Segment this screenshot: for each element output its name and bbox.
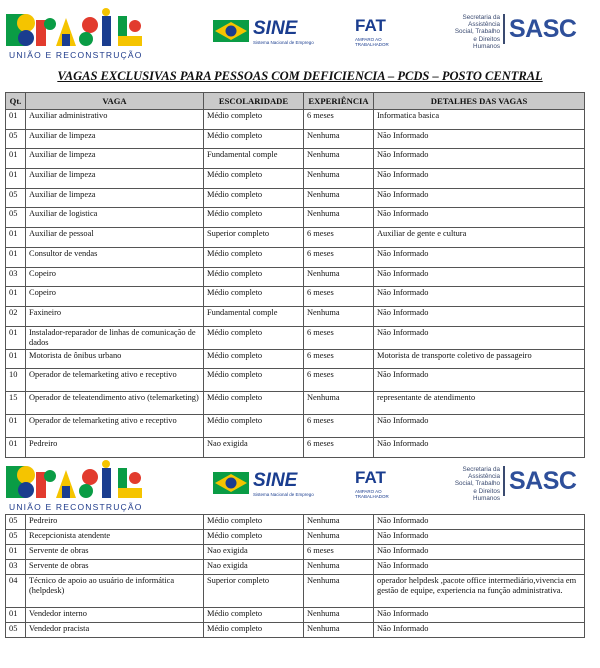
cell-vaga: Instalador-reparador de linhas de comunicação de dados (26, 326, 204, 349)
cell-vaga: Pedreiro (26, 515, 204, 530)
cell-esc: Médio completo (204, 392, 304, 415)
table-row (6, 575, 585, 608)
cell-exp: Nenhuma (304, 623, 374, 638)
cell-esc: Médio completo (204, 369, 304, 392)
cell-esc: Médio completo (204, 349, 304, 369)
column-header-vaga: VAGA (26, 93, 204, 110)
jobs-table-page1 (5, 92, 585, 458)
table-row (6, 608, 585, 623)
cell-esc: Fundamental comple (204, 149, 304, 169)
cell-det: Não Informado (374, 326, 585, 349)
cell-qt: 03 (6, 267, 26, 287)
cell-exp: 6 meses (304, 110, 374, 130)
cell-vaga: Operador de telemarketing ativo e receptivo (26, 369, 204, 392)
table-row (6, 267, 585, 287)
fat-name-2: FAT (355, 468, 386, 487)
cell-qt: 04 (6, 575, 26, 608)
table-row (6, 560, 585, 575)
cell-exp: 6 meses (304, 438, 374, 458)
cell-qt: 01 (6, 149, 26, 169)
cell-esc: Médio completo (204, 110, 304, 130)
table-row (6, 415, 585, 438)
brasil-subtitle: UNIÃO E RECONSTRUÇÃO (9, 50, 143, 60)
table-row (6, 326, 585, 349)
cell-det: Não Informado (374, 287, 585, 307)
cell-esc: Médio completo (204, 623, 304, 638)
cell-qt: 05 (6, 623, 26, 638)
cell-qt: 02 (6, 306, 26, 326)
cell-qt: 05 (6, 530, 26, 545)
cell-vaga: Copeiro (26, 287, 204, 307)
cell-det: Não Informado (374, 208, 585, 228)
cell-exp: 6 meses (304, 247, 374, 267)
table-row (6, 392, 585, 415)
cell-det: Não Informado (374, 545, 585, 560)
cell-qt: 01 (6, 326, 26, 349)
cell-exp: Nenhuma (304, 560, 374, 575)
cell-det: Motorista de transporte coletivo de passageiro (374, 349, 585, 369)
cell-det: Não Informado (374, 560, 585, 575)
cell-det: Não Informado (374, 530, 585, 545)
cell-vaga: Auxiliar de limpeza (26, 149, 204, 169)
cell-det: Não Informado (374, 415, 585, 438)
cell-exp: 6 meses (304, 326, 374, 349)
cell-vaga: Faxineiro (26, 306, 204, 326)
cell-qt: 05 (6, 208, 26, 228)
brazil-flag-icon (213, 20, 249, 42)
cell-det: Não Informado (374, 267, 585, 287)
column-header-qt: Qt. (6, 93, 26, 110)
cell-exp: Nenhuma (304, 575, 374, 608)
table-row (6, 545, 585, 560)
sasc-name: SASC (509, 15, 577, 43)
column-header-escolaridade: ESCOLARIDADE (204, 93, 304, 110)
table-row (6, 208, 585, 228)
cell-det: Não Informado (374, 149, 585, 169)
cell-esc: Médio completo (204, 515, 304, 530)
cell-det: Não Informado (374, 129, 585, 149)
cell-qt: 01 (6, 287, 26, 307)
page-header (0, 8, 600, 68)
table-header-row (6, 93, 585, 110)
cell-qt: 01 (6, 247, 26, 267)
sine-subtitle: Sistema Nacional de Emprego (253, 40, 314, 45)
brasil-logo (6, 8, 144, 48)
cell-esc: Nao exigida (204, 438, 304, 458)
cell-exp: Nenhuma (304, 530, 374, 545)
cell-exp: Nenhuma (304, 515, 374, 530)
cell-esc: Médio completo (204, 169, 304, 189)
cell-esc: Nao exigida (204, 545, 304, 560)
cell-vaga: Vendedor pracista (26, 623, 204, 638)
cell-det: Não Informado (374, 515, 585, 530)
cell-det: operador helpdesk ,pacote office intermediário,vivencia em gestão de equipe, experiencia na função administrativa. (374, 575, 585, 608)
table-body-page2 (6, 515, 585, 638)
table-row (6, 228, 585, 248)
cell-exp: 6 meses (304, 287, 374, 307)
cell-esc: Médio completo (204, 129, 304, 149)
table-row (6, 515, 585, 530)
table-body-page1 (6, 110, 585, 458)
fat-logo (355, 16, 405, 50)
fat-subtitle: AMPARO AO TRABALHADOR (355, 37, 389, 47)
cell-vaga: Auxiliar de logistica (26, 208, 204, 228)
sine-name: SINE (253, 18, 298, 39)
sine-logo-2 (213, 470, 333, 500)
cell-qt: 01 (6, 228, 26, 248)
cell-vaga: Servente de obras (26, 545, 204, 560)
cell-vaga: Recepcionista atendente (26, 530, 204, 545)
fat-logo-2 (355, 468, 405, 502)
cell-esc: Médio completo (204, 208, 304, 228)
cell-esc: Médio completo (204, 287, 304, 307)
brasil-logo-graphic-2 (6, 460, 144, 500)
cell-esc: Médio completo (204, 326, 304, 349)
sasc-logo (440, 14, 590, 54)
cell-exp: 6 meses (304, 415, 374, 438)
cell-qt: 10 (6, 369, 26, 392)
sasc-description-2: Secretaria da Assistência Social, Trabalho e Direitos Humanos (454, 466, 500, 502)
brasil-subtitle-2: UNIÃO E RECONSTRUÇÃO (9, 502, 143, 512)
cell-vaga: Técnico de apoio ao usuário de informática (helpdesk) (26, 575, 204, 608)
cell-qt: 01 (6, 438, 26, 458)
table-row (6, 438, 585, 458)
cell-exp: Nenhuma (304, 267, 374, 287)
cell-vaga: Auxiliar de limpeza (26, 169, 204, 189)
cell-vaga: Vendedor interno (26, 608, 204, 623)
cell-exp: 6 meses (304, 369, 374, 392)
sine-subtitle-2: Sistema Nacional de Emprego (253, 492, 314, 497)
table-row (6, 623, 585, 638)
cell-qt: 01 (6, 349, 26, 369)
cell-exp: Nenhuma (304, 169, 374, 189)
cell-vaga: Motorista de ônibus urbano (26, 349, 204, 369)
table-row (6, 188, 585, 208)
cell-det: Não Informado (374, 623, 585, 638)
cell-det: Não Informado (374, 247, 585, 267)
cell-vaga: Operador de teleatendimento ativo (telemarketing) (26, 392, 204, 415)
sasc-name-2: SASC (509, 467, 577, 495)
cell-qt: 01 (6, 110, 26, 130)
cell-vaga: Copeiro (26, 267, 204, 287)
cell-qt: 05 (6, 129, 26, 149)
table-row (6, 110, 585, 130)
cell-vaga: Operador de telemarketing ativo e receptivo (26, 415, 204, 438)
cell-vaga: Auxiliar de limpeza (26, 129, 204, 149)
cell-esc: Médio completo (204, 267, 304, 287)
table-row (6, 306, 585, 326)
table-row (6, 129, 585, 149)
cell-vaga: Auxiliar administrativo (26, 110, 204, 130)
cell-det: Não Informado (374, 438, 585, 458)
cell-det: Informatica basica (374, 110, 585, 130)
cell-exp: Nenhuma (304, 149, 374, 169)
cell-qt: 01 (6, 415, 26, 438)
cell-vaga: Auxiliar de pessoal (26, 228, 204, 248)
cell-qt: 01 (6, 545, 26, 560)
table-row (6, 149, 585, 169)
cell-exp: Nenhuma (304, 306, 374, 326)
sasc-logo-2 (440, 466, 590, 506)
cell-exp: Nenhuma (304, 188, 374, 208)
table-row (6, 349, 585, 369)
jobs-table-page2 (5, 514, 585, 638)
cell-det: Auxiliar de gente e cultura (374, 228, 585, 248)
cell-exp: 6 meses (304, 228, 374, 248)
cell-qt: 05 (6, 188, 26, 208)
cell-esc: Médio completo (204, 608, 304, 623)
cell-qt: 01 (6, 169, 26, 189)
cell-det: Não Informado (374, 169, 585, 189)
cell-esc: Nao exigida (204, 560, 304, 575)
cell-exp: 6 meses (304, 545, 374, 560)
cell-esc: Fundamental comple (204, 306, 304, 326)
cell-vaga: Auxiliar de limpeza (26, 188, 204, 208)
cell-det: Não Informado (374, 188, 585, 208)
table-row (6, 287, 585, 307)
sine-name-2: SINE (253, 470, 298, 491)
cell-exp: Nenhuma (304, 208, 374, 228)
table-row (6, 530, 585, 545)
cell-esc: Médio completo (204, 188, 304, 208)
table-row (6, 169, 585, 189)
cell-det: representante de atendimento (374, 392, 585, 415)
cell-esc: Superior completo (204, 575, 304, 608)
cell-esc: Médio completo (204, 247, 304, 267)
column-header-detalhes: DETALHES DAS VAGAS (374, 93, 585, 110)
cell-exp: Nenhuma (304, 608, 374, 623)
page-title: VAGAS EXCLUSIVAS PARA PESSOAS COM DEFICIENCIA – PCDS – POSTO CENTRAL (57, 69, 543, 83)
cell-det: Não Informado (374, 369, 585, 392)
cell-det: Não Informado (374, 306, 585, 326)
cell-qt: 15 (6, 392, 26, 415)
brasil-logo-graphic (6, 8, 144, 48)
cell-det: Não Informado (374, 608, 585, 623)
cell-esc: Médio completo (204, 415, 304, 438)
cell-exp: Nenhuma (304, 129, 374, 149)
cell-exp: Nenhuma (304, 392, 374, 415)
cell-vaga: Consultor de vendas (26, 247, 204, 267)
column-header-experiencia: EXPERIÊNCIA (304, 93, 374, 110)
cell-vaga: Pedreiro (26, 438, 204, 458)
brazil-flag-icon-2 (213, 472, 249, 494)
cell-qt: 05 (6, 515, 26, 530)
cell-vaga: Servente de obras (26, 560, 204, 575)
brasil-logo-2 (6, 460, 144, 500)
fat-name: FAT (355, 16, 386, 35)
sasc-divider-2 (503, 466, 505, 496)
cell-exp: 6 meses (304, 349, 374, 369)
cell-qt: 03 (6, 560, 26, 575)
cell-esc: Médio completo (204, 530, 304, 545)
sasc-divider (503, 14, 505, 44)
table-row (6, 369, 585, 392)
cell-esc: Superior completo (204, 228, 304, 248)
sine-logo (213, 18, 333, 48)
fat-subtitle-2: AMPARO AO TRABALHADOR (355, 489, 389, 499)
page-header-2 (0, 460, 600, 520)
sasc-description: Secretaria da Assistência Social, Trabalho e Direitos Humanos (454, 14, 500, 50)
cell-qt: 01 (6, 608, 26, 623)
table-row (6, 247, 585, 267)
